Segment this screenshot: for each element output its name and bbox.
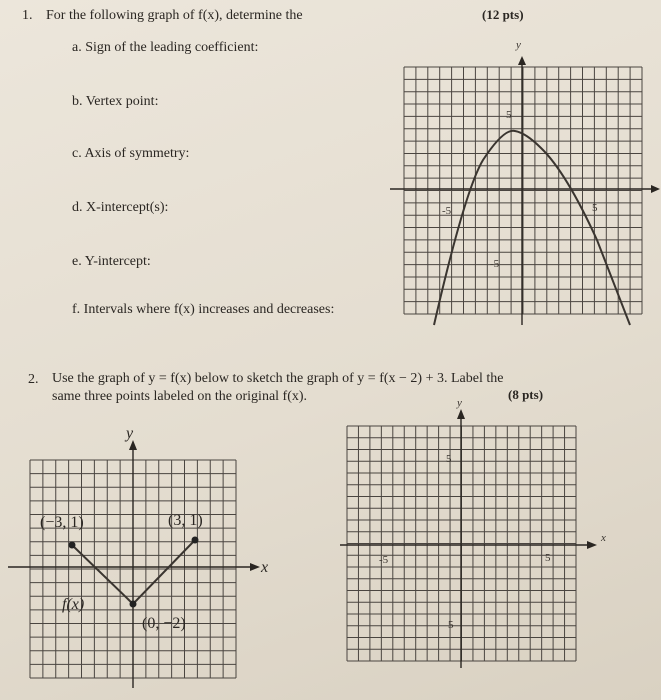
q1-item-f: f. Intervals where f(x) increases and decreases: — [72, 302, 335, 317]
q2-right-y-axis-label: y — [457, 397, 462, 409]
label-point-3-1: (3, 1) — [168, 512, 203, 529]
q2-number: 2. — [28, 372, 39, 387]
q2-right-tick-label-y-neg5: 5 — [448, 619, 454, 631]
q2-right-tick-label-x-neg5: -5 — [379, 554, 389, 566]
q1-item-c: c. Axis of symmetry: — [72, 146, 190, 161]
q2-points: (8 pts) — [508, 387, 544, 402]
q1-tick-label-y5: 5 — [506, 109, 512, 121]
q2-prompt-line2: same three points labeled on the original f(x). — [52, 389, 308, 404]
q2-prompt-line1: Use the graph of y = f(x) below to sketch the graph of y = f(x − 2) + 3. Label the — [52, 371, 504, 386]
label-point-vertex: (0, −2) — [142, 615, 186, 632]
q1-prompt: For the following graph of f(x), determine the — [46, 8, 303, 23]
arrow-right-icon — [250, 563, 260, 571]
label-f-of-x: f(x) — [62, 596, 85, 613]
point-3-1 — [192, 537, 199, 544]
q1-points: (12 pts) — [482, 7, 524, 22]
q2-left-x-axis-label: x — [261, 559, 269, 576]
q1-item-e: e. Y-intercept: — [72, 254, 151, 269]
q1-tick-label-x-neg5: -5 — [442, 205, 452, 217]
q2-left-graph — [8, 425, 268, 688]
point-neg3-1 — [69, 542, 76, 549]
arrow-up-icon — [457, 409, 465, 419]
point-vertex-0-neg2 — [130, 601, 137, 608]
q2-left-y-axis-label: y — [126, 425, 134, 442]
q1-y-axis-label: y — [516, 39, 521, 51]
q1-item-a: a. Sign of the leading coefficient: — [72, 40, 259, 55]
q2-right-tick-label-y5: 5 — [446, 453, 452, 465]
q1-tick-label-x5: 5 — [592, 202, 598, 214]
arrow-right-icon — [587, 541, 597, 549]
arrow-up-icon — [518, 56, 526, 65]
q2-right-tick-label-x5: 5 — [545, 552, 551, 564]
q1-item-d: d. X-intercept(s): — [72, 200, 169, 215]
q1-item-b: b. Vertex point: — [72, 94, 159, 109]
q1-number: 1. — [22, 8, 33, 23]
q1-tick-label-y-neg5: -5 — [490, 258, 500, 270]
q1-graph — [390, 39, 660, 325]
arrow-right-icon — [651, 185, 660, 193]
q2-right-x-axis-label: x — [601, 532, 606, 544]
label-point-neg3-1: (−3, 1) — [40, 514, 84, 531]
q1-graph-grid — [404, 67, 642, 314]
q2-right-graph — [340, 397, 606, 668]
